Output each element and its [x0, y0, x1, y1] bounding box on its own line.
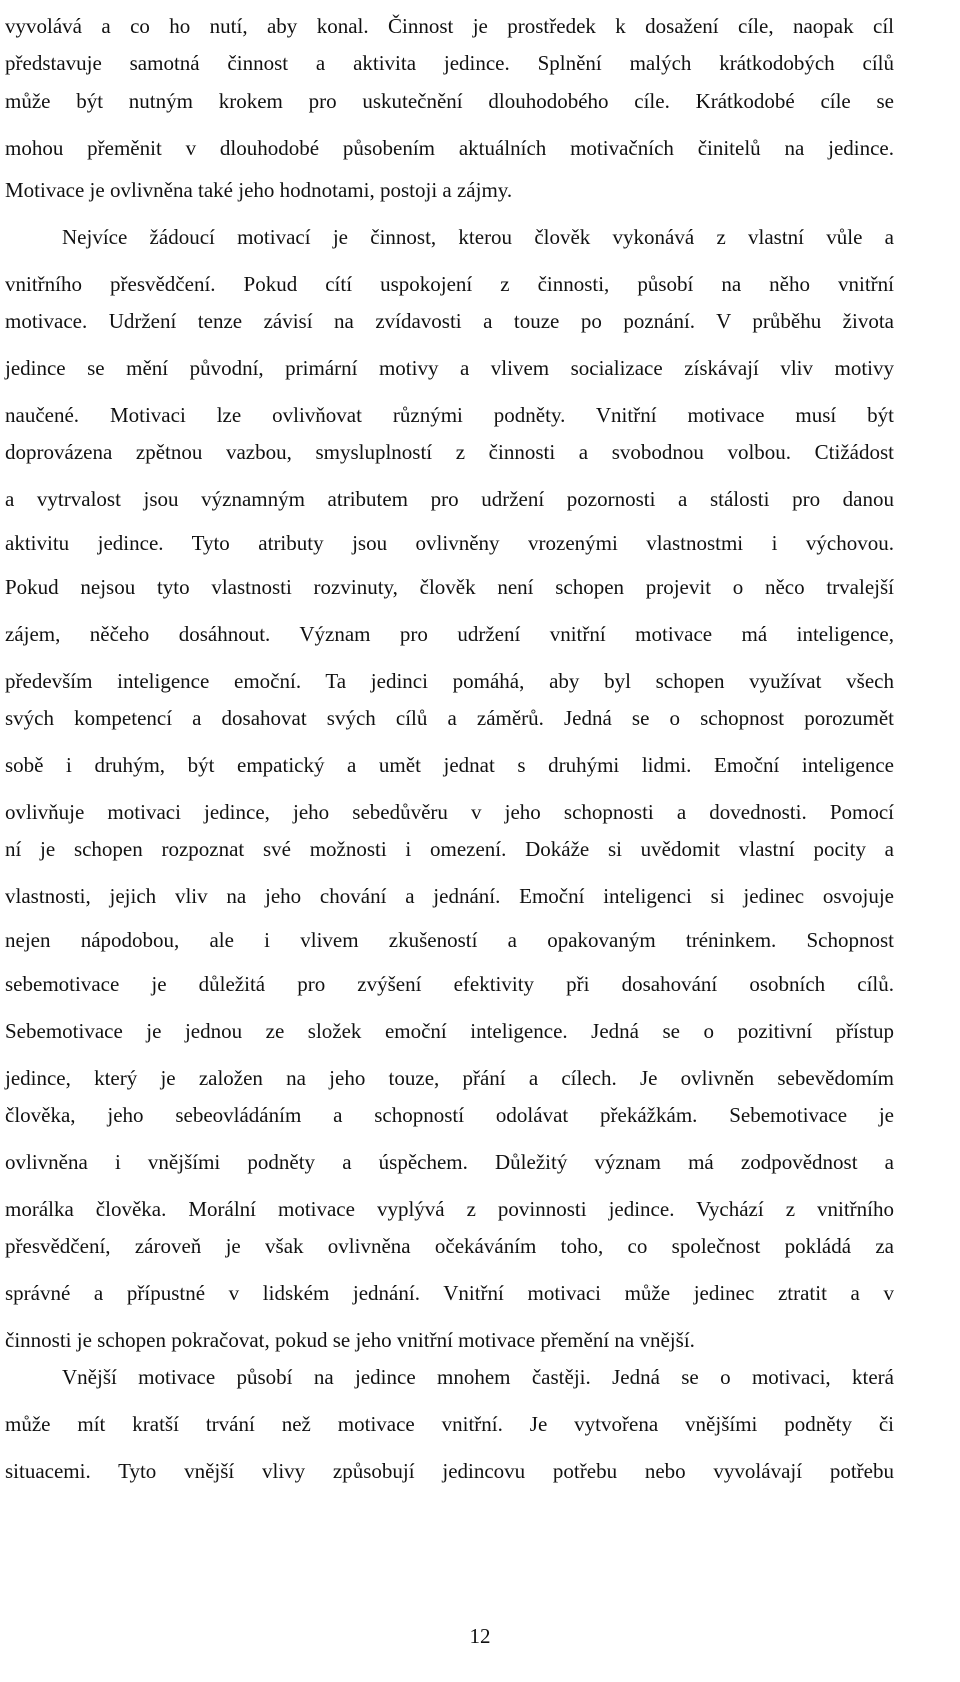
- text-line: především inteligence emoční. Ta jedinci pomáhá, aby byl schopen využívat všech: [5, 669, 894, 693]
- text-line: doprovázena zpětnou vazbou, smysluplností z činnosti a svobodnou volbou. Ctižádost: [5, 440, 894, 464]
- text-line: Pokud nejsou tyto vlastnosti rozvinuty, člověk není schopen projevit o něco trvalejší: [5, 575, 894, 599]
- text-line: ovlivňuje motivaci jedince, jeho sebedůvěru v jeho schopnosti a dovednosti. Pomocí: [5, 800, 894, 824]
- text-line: ní je schopen rozpoznat své možnosti i omezení. Dokáže si uvědomit vlastní pocity a: [5, 837, 894, 861]
- text-line: vnitřního přesvědčení. Pokud cítí uspokojení z činnosti, působí na něho vnitřní: [5, 272, 894, 296]
- text-line: a vytrvalost jsou významným atributem pro udržení pozornosti a stálosti pro danou: [5, 487, 894, 511]
- text-line: Nejvíce žádoucí motivací je činnost, kterou člověk vykonává z vlastní vůle a: [62, 225, 894, 249]
- text-line: člověka, jeho sebeovládáním a schopností odolávat překážkám. Sebemotivace je: [5, 1103, 894, 1127]
- text-line: správné a přípustné v lidském jednání. Vnitřní motivaci může jedinec ztratit a v: [5, 1281, 894, 1305]
- text-line: Sebemotivace je jednou ze složek emoční inteligence. Jedná se o pozitivní přístup: [5, 1019, 894, 1043]
- page-number: 12: [469, 1624, 491, 1648]
- text-line: svých kompetencí a dosahovat svých cílů a záměrů. Jedná se o schopnost porozumět: [5, 706, 894, 730]
- text-line: Motivace je ovlivněna také jeho hodnotami, postoji a zájmy.: [5, 178, 513, 202]
- text-line: činnosti je schopen pokračovat, pokud se jeho vnitřní motivace přemění na vnější.: [5, 1328, 695, 1352]
- text-line: nejen nápodobou, ale i vlivem zkušeností a opakovaným tréninkem. Schopnost: [5, 928, 894, 952]
- text-line: představuje samotná činnost a aktivita jedince. Splnění malých krátkodobých cílů: [5, 51, 894, 75]
- text-line: může mít kratší trvání než motivace vnitřní. Je vytvořena vnějšími podněty či: [5, 1412, 894, 1436]
- text-line: sebemotivace je důležitá pro zvýšení efektivity při dosahování osobních cílů.: [5, 972, 894, 996]
- text-line: situacemi. Tyto vnější vlivy způsobují jedincovu potřebu nebo vyvolávají potřebu: [5, 1459, 894, 1483]
- text-line: sobě i druhým, být empatický a umět jednat s druhými lidmi. Emoční inteligence: [5, 753, 894, 777]
- text-line: Vnější motivace působí na jedince mnohem častěji. Jedná se o motivaci, která: [62, 1365, 894, 1389]
- text-line: naučené. Motivaci lze ovlivňovat různými podněty. Vnitřní motivace musí být: [5, 403, 894, 427]
- text-line: jedince se mění původní, primární motivy a vlivem socializace získávají vliv motivy: [5, 356, 894, 380]
- text-line: vlastnosti, jejich vliv na jeho chování a jednání. Emoční inteligenci si jedinec osvojuje: [5, 884, 894, 908]
- text-line: zájem, něčeho dosáhnout. Význam pro udržení vnitřní motivace má inteligence,: [5, 622, 894, 646]
- text-line: vyvolává a co ho nutí, aby konal. Činnost je prostředek k dosažení cíle, naopak cíl: [5, 14, 894, 38]
- text-line: ovlivněna i vnějšími podněty a úspěchem. Důležitý význam má zodpovědnost a: [5, 1150, 894, 1174]
- text-line: může být nutným krokem pro uskutečnění dlouhodobého cíle. Krátkodobé cíle se: [5, 89, 894, 113]
- text-line: aktivitu jedince. Tyto atributy jsou ovlivněny vrozenými vlastnostmi i výchovou.: [5, 531, 894, 555]
- text-line: mohou přeměnit v dlouhodobé působením aktuálních motivačních činitelů na jedince.: [5, 136, 894, 160]
- text-line: jedince, který je založen na jeho touze, přání a cílech. Je ovlivněn sebevědomím: [5, 1066, 894, 1090]
- text-line: morálka člověka. Morální motivace vyplývá z povinnosti jedince. Vychází z vnitřního: [5, 1197, 894, 1221]
- text-line: přesvědčení, zároveň je však ovlivněna očekáváním toho, co společnost pokládá za: [5, 1234, 894, 1258]
- text-line: motivace. Udržení tenze závisí na zvídavosti a touze po poznání. V průběhu života: [5, 309, 894, 333]
